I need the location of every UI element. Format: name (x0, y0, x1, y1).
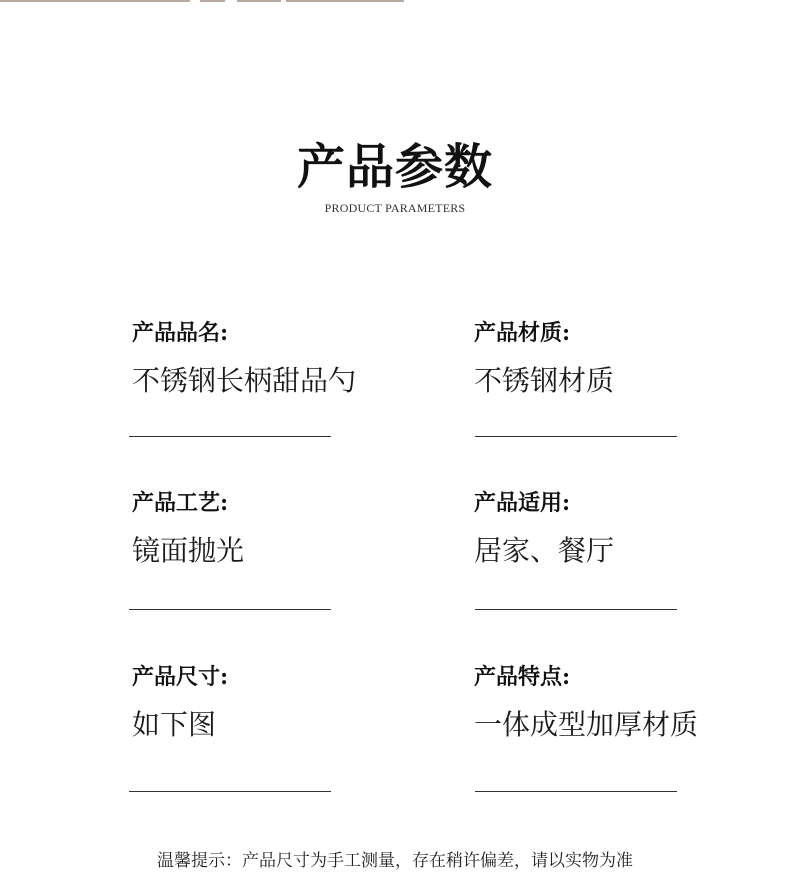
param-product-name (132, 316, 392, 399)
divider (129, 436, 331, 437)
param-value: 镜面抛光 (132, 534, 245, 567)
param-value: 居家、餐厅 (474, 534, 615, 567)
divider (129, 609, 331, 610)
divider (475, 609, 677, 610)
param-label: 产品特点: (474, 664, 571, 690)
param-label: 产品适用: (474, 490, 571, 516)
param-value: 如下图 (132, 708, 217, 741)
param-label: 产品尺寸: (132, 664, 229, 690)
divider (475, 436, 677, 437)
divider (475, 791, 677, 792)
param-label: 产品品名: (132, 320, 229, 346)
param-craft (132, 486, 392, 569)
page-title: 产品参数 (296, 139, 493, 195)
top-image-edge (0, 0, 790, 3)
param-value: 一体成型加厚材质 (474, 708, 699, 741)
param-size (132, 660, 392, 743)
divider (129, 791, 331, 792)
param-usage (474, 486, 734, 569)
param-value: 不锈钢材质 (474, 364, 615, 397)
param-label: 产品工艺: (132, 490, 229, 516)
footnote: 温馨提示：产品尺寸为手工测量，存在稍许偏差，请以实物为准 (157, 851, 633, 871)
page-subtitle: PRODUCT PARAMETERS (324, 201, 466, 215)
param-label: 产品材质: (474, 320, 571, 346)
param-material (474, 316, 734, 399)
param-features (474, 660, 734, 743)
param-value: 不锈钢长柄甜品勺 (132, 364, 357, 397)
